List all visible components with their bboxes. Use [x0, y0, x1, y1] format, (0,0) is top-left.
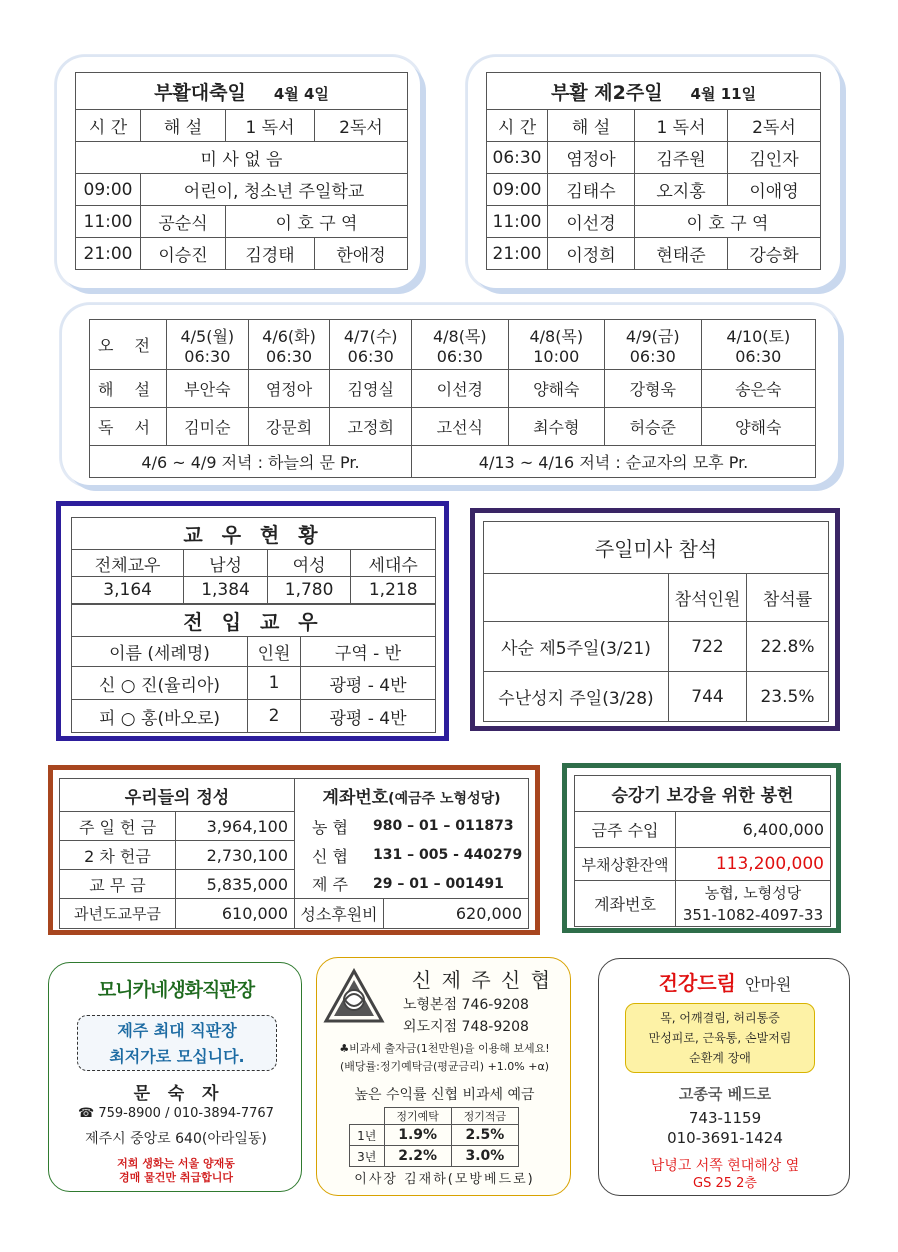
weekday-schedule-panel: [62, 305, 838, 485]
commentary-cell: 공순식: [141, 206, 226, 238]
rate-table: [349, 1107, 519, 1167]
last-year-amount: 610,000: [176, 899, 295, 929]
day-cell: [248, 320, 330, 370]
services-box: [625, 1003, 815, 1073]
day-time: 10:00: [533, 346, 580, 366]
last-year-label: 과년도교무금: [60, 899, 176, 929]
reading1-cell: 현태준: [635, 238, 728, 270]
rate-term: 1년: [350, 1125, 385, 1146]
elevator-label: 부채상환잔액: [575, 848, 676, 881]
commentary-cell: 김영실: [330, 370, 412, 408]
header-rate: 참석률: [747, 574, 829, 622]
commentary-cell: 이선경: [548, 206, 635, 238]
header-male: 남성: [184, 550, 268, 577]
offering-label: 교 무 금: [60, 870, 176, 899]
day-time: 06:30: [735, 346, 782, 366]
day-cell: [330, 320, 412, 370]
day-cell: [508, 320, 604, 370]
attendance-label: 수난성지 주일(3/28): [484, 672, 669, 722]
elevator-account-label: 계좌번호: [575, 881, 676, 927]
massage-phone-1: 743-1159: [688, 1109, 762, 1127]
transfer-title: 전 입 교 우: [72, 605, 436, 637]
day-time: 06:30: [265, 346, 313, 366]
day-cell: [412, 320, 508, 370]
reading1-cell: 김주원: [635, 142, 728, 174]
elevator-value: 6,400,000: [676, 812, 831, 848]
reader-cell: 허승준: [605, 408, 701, 446]
attendance-title: 주일미사 참석: [484, 522, 829, 574]
households-value: 1,218: [351, 577, 436, 604]
merged-cell: 이 호 구 역: [226, 206, 408, 238]
commentary-cell: 이정희: [548, 238, 635, 270]
transfer-count: 2: [248, 700, 301, 733]
weekday-schedule-table: [89, 319, 816, 478]
services-line-3: 순환계 장애: [689, 1051, 751, 1065]
reading2-cell: 이애영: [728, 174, 821, 206]
merged-cell: 이 호 구 역: [635, 206, 821, 238]
commentary-cell: 이선경: [412, 370, 508, 408]
header-time: 시 간: [487, 110, 548, 142]
deposit-headline: 높은 수익률 신협 비과세 예금: [354, 1087, 535, 1103]
massage-subtitle: 안마원: [745, 975, 792, 994]
account-title: 계좌번호: [322, 787, 389, 808]
easter2-schedule-panel: [468, 57, 840, 288]
rate-value-1: 2.2%: [384, 1146, 451, 1167]
day-cell: [701, 320, 815, 370]
owner-name: 문 숙 자: [133, 1084, 219, 1104]
note-line-2: 경매 물건만 취급합니다: [119, 1171, 233, 1184]
day-time: 06:30: [184, 346, 231, 366]
commentary-cell: 이승진: [141, 238, 226, 270]
credit-union-title: 신 제 주 신 협: [411, 968, 553, 992]
header-commentary: 해 설: [141, 110, 226, 142]
time-cell: 21:00: [487, 238, 548, 270]
attendance-rate: 22.8%: [747, 622, 829, 672]
header-count: 참석인원: [669, 574, 747, 622]
merged-cell: 어린이, 청소년 주일학교: [141, 174, 408, 206]
easter2-title: 부활 제2주일: [550, 81, 663, 104]
transfer-name: 피 ○ 홍(바오로): [72, 700, 248, 733]
elevator-account-number: 351-1082-4097-33: [682, 905, 824, 924]
reading2-cell: 강승화: [728, 238, 821, 270]
transfer-area: 광평 - 4반: [301, 667, 436, 700]
director-name: 이사장 김재하(모방베드로): [354, 1172, 535, 1187]
day-time: 06:30: [629, 346, 676, 366]
reading2-cell: 김인자: [728, 142, 821, 174]
day-date: 4/6(화): [262, 326, 316, 346]
offering-amount: 3,964,100: [176, 812, 295, 841]
morning-label: 오 전: [90, 320, 167, 370]
promo-line-1: ♣비과세 출자금(1천만원)을 이용해 보세요!: [339, 1042, 550, 1055]
reader-cell: 양해숙: [701, 408, 815, 446]
support-amount: 620,000: [455, 904, 522, 923]
header-commentary: 해 설: [548, 110, 635, 142]
prayer-note-1: 4/6 ~ 4/9 저녁 : 하늘의 문 Pr.: [90, 446, 412, 478]
attendance-panel: [470, 508, 840, 731]
day-date: 4/7(수): [343, 326, 398, 346]
massage-title-row: [599, 967, 851, 996]
massage-ad: [598, 958, 850, 1196]
header-total: 전체교우: [72, 550, 184, 577]
commentary-cell: 김태수: [548, 174, 635, 206]
easter2-date: 4월 11일: [690, 84, 757, 103]
offering-title: 우리들의 정성: [60, 779, 295, 812]
note-line-1: 저희 생화는 서울 양재동: [117, 1157, 235, 1170]
header-count: 인원: [248, 637, 301, 667]
members-panel: [56, 501, 449, 741]
commentary-cell: 강형욱: [605, 370, 701, 408]
easter-schedule-table: [75, 72, 408, 270]
header-reading2: 2독서: [728, 110, 821, 142]
male-value: 1,384: [184, 577, 268, 604]
total-value: 3,164: [72, 577, 184, 604]
credit-union-ad: [316, 957, 571, 1196]
header-reading2: 2독서: [315, 110, 408, 142]
bank-name: 제 주: [295, 870, 366, 899]
commentary-cell: 송은숙: [701, 370, 815, 408]
elevator-account-bank: 농협, 노형성당: [704, 883, 802, 902]
slogan-line-1: 제주 최대 직판장: [117, 1021, 237, 1040]
day-date: 4/8(목): [432, 326, 487, 346]
time-cell: 09:00: [76, 174, 141, 206]
rate-term: 3년: [350, 1146, 385, 1167]
prayer-note-2: 4/13 ~ 4/16 저녁 : 순교자의 모후 Pr.: [412, 446, 816, 478]
reader-cell: 고정희: [330, 408, 412, 446]
transfer-name: 신 ○ 진(율리아): [72, 667, 248, 700]
rate-value-2: 2.5%: [451, 1125, 518, 1146]
easter-title: 부활대축일: [154, 81, 246, 104]
commentary-cell: 양해숙: [508, 370, 604, 408]
time-cell: 21:00: [76, 238, 141, 270]
members-table: [71, 517, 436, 604]
reading1-cell: 오지홍: [635, 174, 728, 206]
day-date: 4/9(금): [625, 326, 680, 346]
commentary-cell: 염정아: [548, 142, 635, 174]
flower-shop-title: 모니카네생화직판장: [97, 979, 255, 1001]
time-cell: 06:30: [487, 142, 548, 174]
offering-panel: [48, 765, 540, 935]
account-note: (예금주 노형성당): [388, 790, 501, 807]
day-date: 4/10(토): [726, 326, 791, 346]
offering-table: [59, 778, 529, 929]
rate-header-1: 정기예탁: [384, 1108, 451, 1125]
commentary-cell: 부안숙: [167, 370, 249, 408]
elevator-debt-value: 113,200,000: [676, 848, 831, 881]
branch-2: 외도지점 748-9208: [403, 1019, 529, 1035]
female-value: 1,780: [267, 577, 351, 604]
credit-union-logo-icon: [323, 968, 385, 1024]
slogan-box: [77, 1015, 277, 1071]
account-number: 131 – 005 - 440279: [365, 841, 529, 870]
reader-cell: 최수형: [508, 408, 604, 446]
account-number: 980 – 01 – 011873: [365, 812, 529, 841]
reading2-cell: 한애정: [315, 238, 408, 270]
attendance-rate: 23.5%: [747, 672, 829, 722]
reading1-cell: 김경태: [226, 238, 315, 270]
elevator-table: [574, 775, 831, 927]
attendance-table: [483, 521, 829, 722]
rate-value-1: 1.9%: [384, 1125, 451, 1146]
day-time: 06:30: [347, 346, 394, 366]
services-line-1: 목, 어깨결림, 허리통증: [660, 1011, 780, 1025]
header-reading1: 1 독서: [635, 110, 728, 142]
massage-owner: 고종국 베드로: [678, 1085, 772, 1103]
easter2-schedule-table: [486, 72, 821, 270]
day-cell: [605, 320, 701, 370]
commentary-label: 해 설: [90, 370, 167, 408]
offering-amount: 5,835,000: [176, 870, 295, 899]
reader-cell: 김미순: [167, 408, 249, 446]
reader-cell: 고선식: [412, 408, 508, 446]
flower-shop-ad: [48, 962, 302, 1192]
slogan-line-2: 최저가로 모십니다.: [109, 1047, 245, 1066]
day-date: 4/5(월): [180, 326, 235, 346]
offering-amount: 2,730,100: [176, 841, 295, 870]
time-cell: 09:00: [487, 174, 548, 206]
day-time: 06:30: [436, 346, 483, 366]
attendance-count: 744: [669, 672, 747, 722]
attendance-label: 사순 제5주일(3/21): [484, 622, 669, 672]
services-line-2: 만성피로, 근육통, 손발저림: [648, 1031, 792, 1045]
flower-shop-phone: ☎ 759-8900 / 010-3894-7767: [78, 1106, 274, 1121]
header-area: 구역 - 반: [301, 637, 436, 667]
branch-1: 노형본점 746-9208: [403, 997, 529, 1013]
massage-phone-2: 010-3691-1424: [667, 1129, 783, 1147]
rate-value-2: 3.0%: [451, 1146, 518, 1167]
time-cell: 11:00: [76, 206, 141, 238]
time-cell: 11:00: [487, 206, 548, 238]
massage-location-2: GS 25 2층: [693, 1176, 757, 1191]
header-reading1: 1 독서: [226, 110, 315, 142]
attendance-count: 722: [669, 622, 747, 672]
day-cell: [167, 320, 249, 370]
flower-shop-address: 제주시 중앙로 640(아라일동): [85, 1131, 267, 1147]
elevator-title: 승강기 보강을 위한 봉헌: [575, 776, 831, 812]
rate-header-2: 정기적금: [451, 1108, 518, 1125]
easter-date: 4월 4일: [273, 84, 329, 103]
transfer-count: 1: [248, 667, 301, 700]
day-date: 4/8(목): [529, 326, 584, 346]
elevator-label: 금주 수입: [575, 812, 676, 848]
elevator-panel: [562, 763, 841, 933]
header-households: 세대수: [351, 550, 436, 577]
reading-label: 독 서: [90, 408, 167, 446]
members-title: 교 우 현 황: [72, 518, 436, 550]
transfer-table: [71, 604, 436, 733]
bank-name: 신 협: [295, 841, 366, 870]
flower-shop-note: [49, 1157, 303, 1185]
header-female: 여성: [267, 550, 351, 577]
no-mass-notice: 미 사 없 음: [76, 142, 408, 174]
header-time: 시 간: [76, 110, 141, 142]
massage-location-1: 남녕고 서쪽 현대해상 옆: [650, 1158, 800, 1174]
transfer-area: 광평 - 4반: [301, 700, 436, 733]
reader-cell: 강문희: [248, 408, 330, 446]
offering-label: 주 일 헌 금: [60, 812, 176, 841]
massage-title: 건강드림: [658, 971, 736, 995]
easter-schedule-panel: [57, 57, 420, 288]
account-number: 29 – 01 – 001491: [365, 870, 529, 899]
header-name: 이름 (세례명): [72, 637, 248, 667]
support-label: 성소후원비: [295, 899, 384, 928]
commentary-cell: 염정아: [248, 370, 330, 408]
offering-label: 2 차 헌금: [60, 841, 176, 870]
bank-name: 농 협: [295, 812, 366, 841]
promo-line-2: (배당률:정기예탁금(평균금리) +1.0% +α): [339, 1060, 549, 1073]
